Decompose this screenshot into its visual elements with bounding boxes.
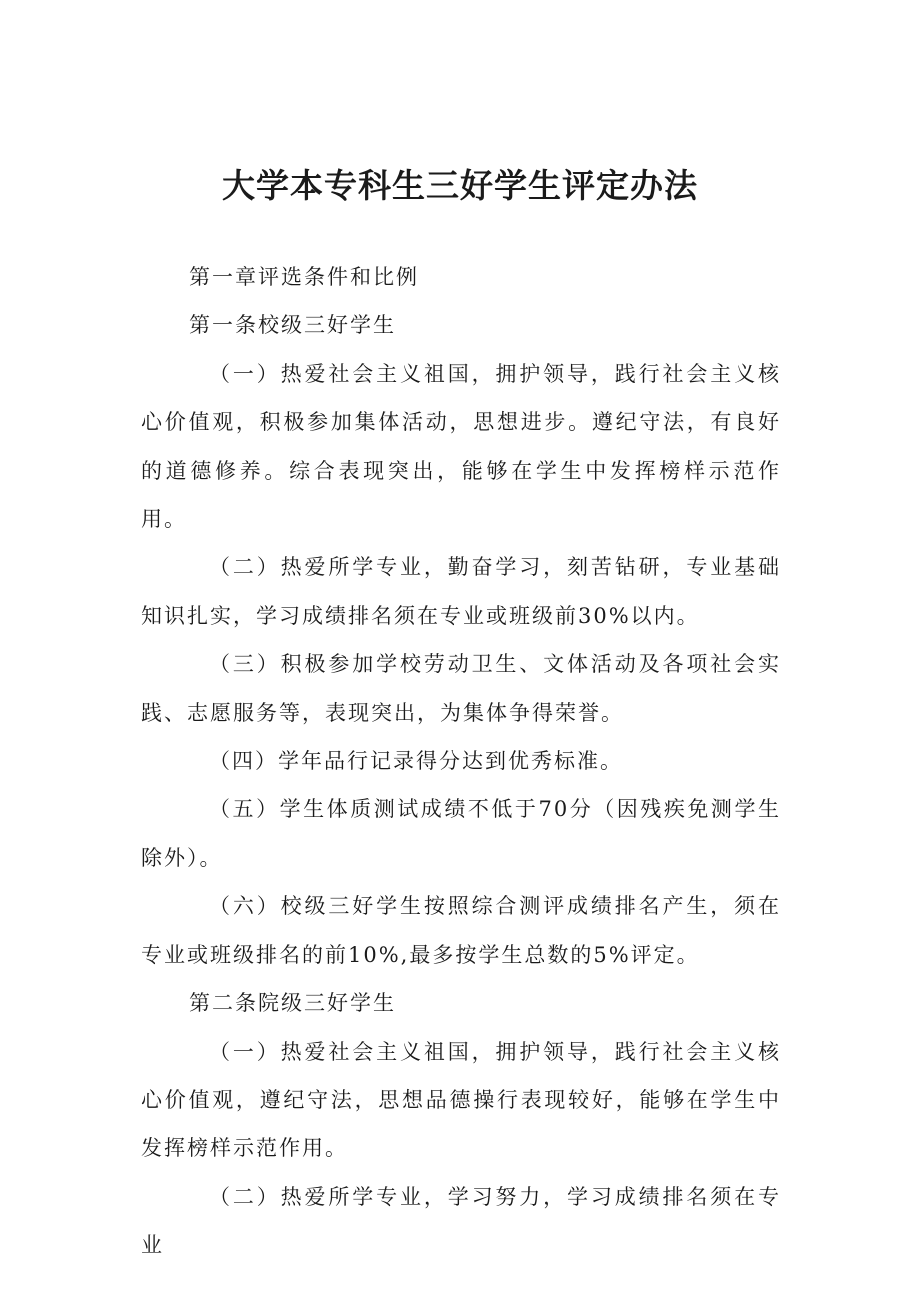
chapter-heading: 第一章评选条件和比例 bbox=[189, 265, 419, 289]
article-2-item-2: （二）热爱所学专业，学习努力，学习成绩排名须在专业 bbox=[141, 1184, 781, 1258]
article-1-item-1: （一）热爱社会主义祖国，拥护领导，践行社会主义核心价值观，积极参加集体活动，思想进步。遵纪守法，有良好的道德修养。综合表现突出，能够在学生中发挥榜样示范作用。 bbox=[141, 361, 781, 532]
article-1-item-4: （四）学年品行记录得分达到优秀标准。 bbox=[209, 749, 623, 774]
article-1-item-3: （三）积极参加学校劳动卫生、文体活动及各项社会实践、志愿服务等，表现突出，为集体争得荣誉。 bbox=[141, 652, 781, 725]
article-1-item-5: （五）学生体质测试成绩不低于70分（因残疾免测学生除外）。 bbox=[141, 797, 781, 870]
article-2-item-1: （一）热爱社会主义祖国，拥护领导，践行社会主义核心价值观，遵纪守法，思想品德操行表现较好，能够在学生中发挥榜样示范作用。 bbox=[141, 1039, 781, 1161]
document-body bbox=[141, 253, 781, 1270]
article-1-heading: 第一条校级三好学生 bbox=[189, 313, 396, 338]
article-1-item-2: （二）热爱所学专业，勤奋学习，刻苦钻研，专业基础知识扎实，学习成绩排名须在专业或班级前30%以内。 bbox=[141, 555, 781, 628]
article-1-item-6: （六）校级三好学生按照综合测评成绩排名产生，须在专业或班级排名的前10%,最多按学生总数的5%评定。 bbox=[141, 894, 781, 967]
article-2-heading: 第二条院级三好学生 bbox=[189, 991, 396, 1016]
document-title: 大学本专科生三好学生评定办法 bbox=[222, 166, 698, 205]
